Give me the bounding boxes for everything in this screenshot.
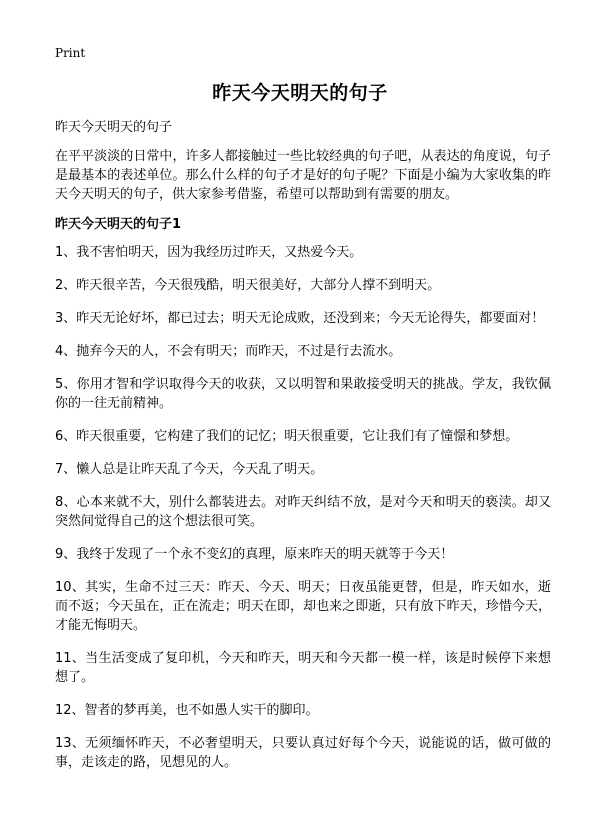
list-item: 9、我终于发现了一个永不变幻的真理，原来昨天的明天就等于今天！ [55, 547, 454, 562]
list-item: 7、懒人总是让昨天乱了今天，今天乱了明天。 [55, 462, 324, 477]
list-item: 10、其实，生命不过三天：昨天、今天、明天；日夜虽能更替，但是，昨天如水，逝而不返；今天虽在，正在流走；明天在即，却也来之即逝，只有放下昨天，珍惜今天，才能无悔明天。 [55, 580, 551, 633]
list-item: 4、抛弃今天的人，不会有明天；而昨天，不过是行去流水。 [55, 344, 402, 359]
list-item: 2、昨天很辛苦，今天很残酷，明天很美好，大部分人撑不到明天。 [55, 278, 441, 293]
list-item: 13、无须缅怀昨天，不必奢望明天，只要认真过好每个今天，说能说的话，做可做的事，走该走的路，见想见的人。 [55, 736, 551, 770]
section-heading: 昨天今天明天的句子1 [55, 217, 182, 232]
page-title: 昨天今天明天的句子 [212, 82, 388, 104]
article-subtitle: 昨天今天明天的句子 [55, 120, 173, 135]
list-item: 11、当生活变成了复印机，今天和昨天，明天和今天都一模一样，该是时候停下来想想了。 [55, 651, 551, 685]
list-item: 6、昨天很重要，它构建了我们的记忆；明天很重要，它让我们有了憧憬和梦想。 [55, 429, 519, 444]
list-item: 3、昨天无论好坏，都已过去；明天无论成败，还没到来；今天无论得失，都要面对！ [55, 311, 545, 326]
list-item: 12、智者的梦再美，也不如愚人实干的脚印。 [55, 703, 319, 718]
print-link[interactable]: Print [55, 46, 86, 60]
list-item: 8、心本来就不大，别什么都装进去。对昨天纠结不放，是对今天和明天的亵渎。却又突然间觉得自己的这个想法很可笑。 [55, 495, 551, 529]
intro-paragraph: 在平平淡淡的日常中，许多人都接触过一些比较经典的句子吧，从表达的角度说，句子是最基本的表述单位。那么什么样的句子才是好的句子呢？下面是小编为大家收集的昨天今天明天的句子，供大家参考借鉴，希望可以帮助到有需要的朋友。 [55, 149, 551, 202]
list-item: 5、你用才智和学识取得今天的收获，又以明智和果敢接受明天的挑战。学友，我钦佩你的一往无前精神。 [55, 377, 551, 411]
sentence-list [55, 243, 551, 772]
list-item: 1、我不害怕明天，因为我经历过昨天，又热爱今天。 [55, 245, 363, 260]
article-body [55, 118, 551, 786]
